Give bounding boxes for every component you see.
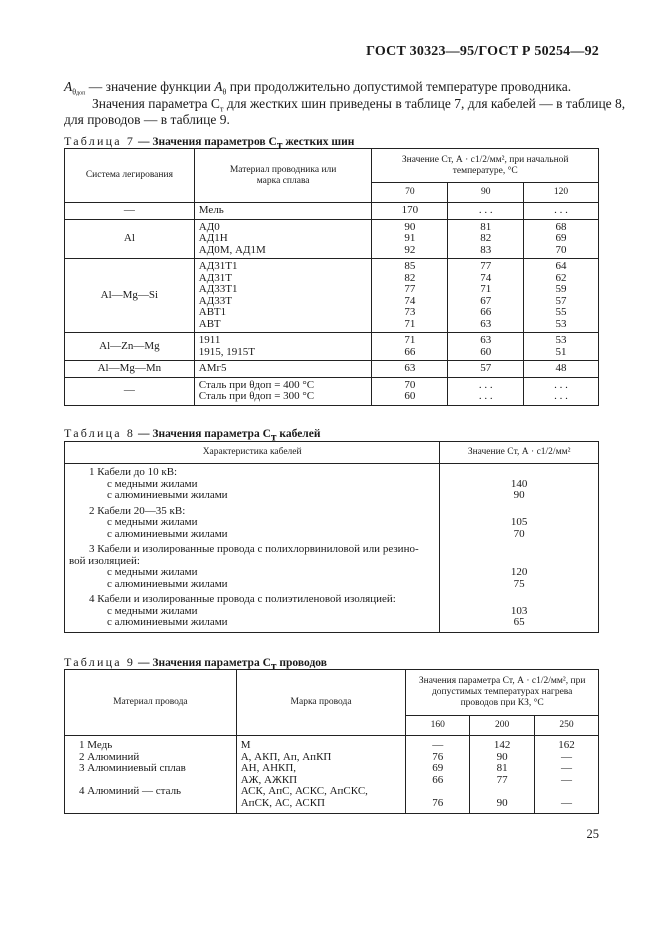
intro-symbol-a-subsub: доп [76, 90, 86, 97]
intro-text-d: при продолжительно допустимой температуре проводника. [226, 79, 572, 94]
table7-cell-system: Al—Mg—Mn [65, 361, 195, 378]
table7-cell-120: 53 51 [524, 333, 599, 361]
table7-cell-90: . . . [448, 203, 524, 220]
table7-cell-70: 90 91 92 [372, 219, 448, 259]
table7-cell-120: . . . [524, 203, 599, 220]
table8-item-label: с алюминиевыми жилами [107, 616, 228, 628]
table7-body [65, 203, 599, 406]
table7-cell-70: 170 [372, 203, 448, 220]
table8-value-spacer [444, 467, 594, 479]
table9-caption-sub: т [270, 660, 277, 673]
intro-line-2-rest: для жестких шин приведены в таблице 7, для кабелей — в таблице 8, [223, 96, 626, 111]
table-row [65, 203, 599, 220]
table9-values-160: — 76 69 66 76 [406, 736, 470, 814]
table9-caption-label: Таблица 9 [64, 655, 136, 669]
table7-cell-material: Сталь при θдоп = 400 °С Сталь при θдоп = 300 °С [194, 377, 372, 405]
table7-cell-120: 68 69 70 [524, 219, 599, 259]
table7-cell-90: 77 74 71 67 66 63 [448, 259, 524, 333]
table9-brand: М А, АКП, Ап, АпКП АН, АНКП, АЖ, АЖКП АСК, АпС, АСКС, АпСКС, АпСК, АС, АСКП [236, 736, 406, 814]
table7-head-material: Материал проводника или марка сплава [194, 149, 372, 203]
table7-temp-120: 120 [524, 183, 599, 203]
table8-item-value: 70 [513, 527, 525, 540]
intro-symbol-c: A [214, 79, 223, 94]
table7-cell-70: 71 66 [372, 333, 448, 361]
table7-cell-90: 63 60 [448, 333, 524, 361]
table7-cell-material: АМг5 [194, 361, 372, 378]
table9-values-250: 162 — — — — [535, 736, 599, 814]
table7-temp-90: 90 [448, 183, 524, 203]
table-row [65, 377, 599, 405]
table8-caption-title: — Значения параметра C [135, 428, 271, 440]
table7-cell-70: 70 60 [372, 377, 448, 405]
table7 [64, 148, 599, 406]
table7-cell-90: 57 [448, 361, 524, 378]
table8-characteristics [65, 464, 440, 633]
table9-values-200: 142 90 81 77 90 [470, 736, 535, 814]
table7-cell-90: 81 82 83 [448, 219, 524, 259]
table8-group-title: 3 Кабели и изолированные провода с полихлорвиниловой или резино- [89, 543, 419, 555]
table8-value-spacer [444, 594, 594, 606]
table8-item-value: 103 [510, 604, 528, 617]
table9-caption-title: — Значения параметра C [135, 657, 271, 669]
table7-cell-120: . . . . . . [524, 377, 599, 405]
table8-item-value: 120 [510, 566, 528, 578]
table8-caption-label: Таблица 8 [64, 426, 136, 440]
table8-group-title: 1 Кабели до 10 кВ: [89, 466, 178, 478]
table-row [65, 219, 599, 259]
table9-material: 1 Медь 2 Алюминий 3 Алюминиевый сплав 4 Алюминий — сталь [65, 736, 237, 814]
table-row [65, 361, 599, 378]
table8-item-label: с медными жилами [107, 566, 198, 578]
table7-head-value: Значение Cт, А · с1/2/мм², при начальной температуре, °С [372, 149, 599, 183]
table8-item-label: с алюминиевыми жилами [107, 489, 228, 501]
table8-values [440, 464, 599, 633]
table-row [65, 259, 599, 333]
table7-cell-120: 48 [524, 361, 599, 378]
table8-value-spacer [444, 544, 594, 556]
table8-caption-rest: кабелей [276, 428, 321, 440]
table9-head-value: Значения параметра Cт, А · с1/2/мм², при допустимых температурах нагрева проводов при КЗ, °С [406, 670, 599, 716]
table9-caption-rest: проводов [276, 657, 327, 669]
table7-cell-120: 64 62 59 57 55 53 [524, 259, 599, 333]
table9-head-brand: Марка провода [236, 670, 406, 736]
intro-text-b: — значение функции [85, 79, 215, 94]
table7-cell-material: АД0 АД1Н АД0М, АД1М [194, 219, 372, 259]
table8-item-label: с медными жилами [107, 516, 198, 528]
table9 [64, 669, 599, 814]
intro-line-2-text: Значения параметра C [92, 96, 220, 111]
table8-head-value: Значение Cт, А · с1/2/мм² [440, 442, 599, 464]
table7-cell-material: 1911 1915, 1915Т [194, 333, 372, 361]
table8-head-char: Характеристика кабелей [65, 442, 440, 464]
table7-caption-label: Таблица 7 [64, 134, 136, 148]
document-header: ГОСТ 30323—95/ГОСТ Р 50254—92 [366, 44, 599, 59]
table8-item-label: с медными жилами [107, 604, 198, 617]
table9-temp-250: 250 [535, 716, 599, 736]
table7-cell-system: — [65, 377, 195, 405]
table7-cell-90: . . . . . . [448, 377, 524, 405]
table7-caption-rest: жестких шин [282, 136, 355, 148]
table7-caption-sub: т [276, 139, 283, 152]
table7-cell-system: Al [65, 219, 195, 259]
table8-group-title: 4 Кабели и изолированные провода с полиэтиленовой изоляцией: [89, 593, 396, 605]
page-number: 25 [586, 827, 599, 841]
table8-item-value: 75 [513, 577, 525, 590]
table8-item-value: 140 [510, 477, 528, 490]
table8-caption-sub: т [270, 431, 277, 444]
table8-item-label: с алюминиевыми жилами [107, 577, 228, 590]
table8-item-value: 105 [510, 516, 528, 528]
table7-cell-system: — [65, 203, 195, 220]
table8-item-label: с алюминиевыми жилами [107, 527, 228, 540]
table9-temp-200: 200 [470, 716, 535, 736]
table7-head-system: Система легирования [65, 149, 195, 203]
table8-group-title: 2 Кабели 20—35 кВ: [89, 504, 186, 517]
table7-cell-material: Мель [194, 203, 372, 220]
table7-caption-title: — Значения параметров C [135, 136, 277, 148]
table9-temp-160: 160 [406, 716, 470, 736]
intro-symbol-c-sub: θ [222, 87, 227, 97]
table7-cell-70: 85 82 77 74 73 71 [372, 259, 448, 333]
table7-cell-system: Al—Mg—Si [65, 259, 195, 333]
table7-cell-material: АД31Т1 АД31Т АД33Т1 АД33Т АВТ1 АВТ [194, 259, 372, 333]
table7-cell-70: 63 [372, 361, 448, 378]
table9-head-material: Материал провода [65, 670, 237, 736]
intro-symbol-a: A [64, 79, 73, 94]
table8 [64, 441, 599, 633]
table-row [65, 333, 599, 361]
intro-symbol-a-sub: θ [72, 87, 77, 97]
intro-line-3: для проводов — в таблице 9. [64, 112, 230, 127]
intro-line-2-sub: т [219, 104, 224, 114]
table8-item-label: с медными жилами [107, 477, 198, 490]
table7-temp-70: 70 [372, 183, 448, 203]
table7-cell-system: Al—Zn—Mg [65, 333, 195, 361]
table8-item-value: 65 [513, 616, 525, 628]
table8-item-value: 90 [513, 489, 525, 501]
table8-group-title-cont: вой изоляцией: [69, 554, 140, 567]
